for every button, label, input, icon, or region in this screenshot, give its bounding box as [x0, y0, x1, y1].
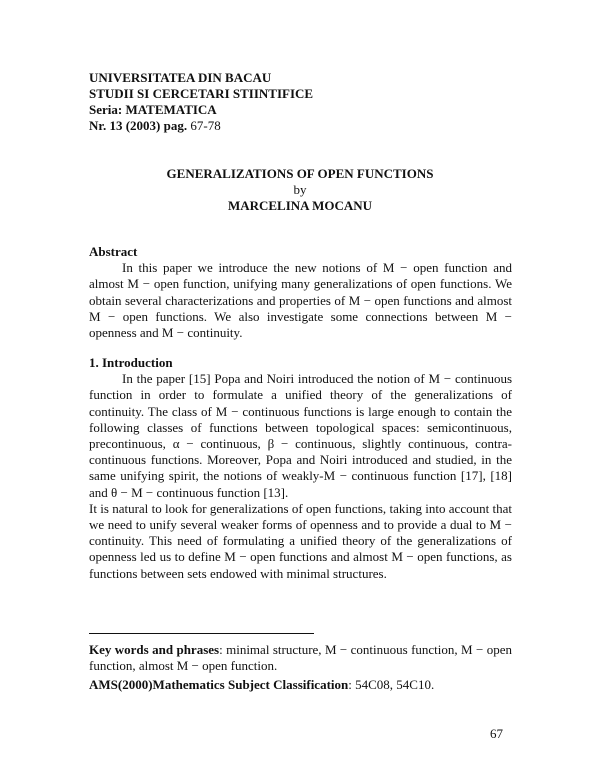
header-journal: STUDII SI CERCETARI STIINTIFICE — [89, 86, 314, 101]
footnote-rule — [89, 633, 314, 634]
abstract-section — [89, 244, 512, 341]
title-block — [0, 166, 600, 214]
introduction-paragraph-2: It is natural to look for generalizations of open functions, taking into account that we need to unify several weaker forms of openness and to provide a dual to M − continuity. This need of formulating a unified theory of the generalizations of openness led us to define M − open functions and almost M − open functions, as functions between sets endowed with minimal structures. — [89, 500, 512, 581]
ams-note — [89, 677, 512, 693]
introduction-paragraph-1: In the paper [15] Popa and Noiri introduced the notion of M − continuous function in order to formulate a unified theory of the generalizations of continuity. The class of M − continuous functions is large enough to contain the following classes of functions between topological spaces: semicontinuous, precontinuous, α − continuous, β − continuous, slightly continuous, contra-continuous functions. Moreover, Popa and Noiri introduced and studied, in the same unifying spirit, the notions of weakly-M − continuous function [17], [18] and θ − M − continuous function [13]. — [89, 371, 512, 500]
header-pages: 67-78 — [190, 118, 221, 133]
keywords-text: : minimal structure, M − continuous function, M − open function, almost M − open function. — [89, 642, 512, 674]
ams-label: AMS(2000)Mathematics Subject Classification — [89, 677, 349, 693]
keywords-note — [89, 642, 512, 674]
title-by: by — [293, 182, 307, 197]
introduction-heading: 1. Introduction — [89, 355, 173, 370]
header-issue-label: Nr. 13 (2003) pag. — [89, 118, 188, 133]
paper-author: MARCELINA MOCANU — [227, 198, 373, 213]
abstract-heading: Abstract — [89, 244, 138, 259]
paper-title: GENERALIZATIONS OF OPEN FUNCTIONS — [166, 166, 434, 181]
abstract-text: In this paper we introduce the new notions of M − open function and almost M − open function, unifying many generalizations of open functions. We obtain several characterizations and properties of M − open functions and almost M − open functions. We also investigate some connections between M − openness and M − continuity. — [89, 260, 512, 341]
introduction-section — [89, 355, 512, 582]
footnotes — [89, 642, 512, 694]
journal-header — [89, 70, 313, 134]
page-number: 67 — [490, 726, 503, 741]
header-issue — [89, 118, 313, 134]
header-university: UNIVERSITATEA DIN BACAU — [89, 70, 272, 85]
header-series: Seria: MATEMATICA — [89, 102, 217, 117]
ams-text: : 54C08, 54C10. — [348, 677, 435, 693]
keywords-label: Key words and phrases — [89, 642, 220, 657]
